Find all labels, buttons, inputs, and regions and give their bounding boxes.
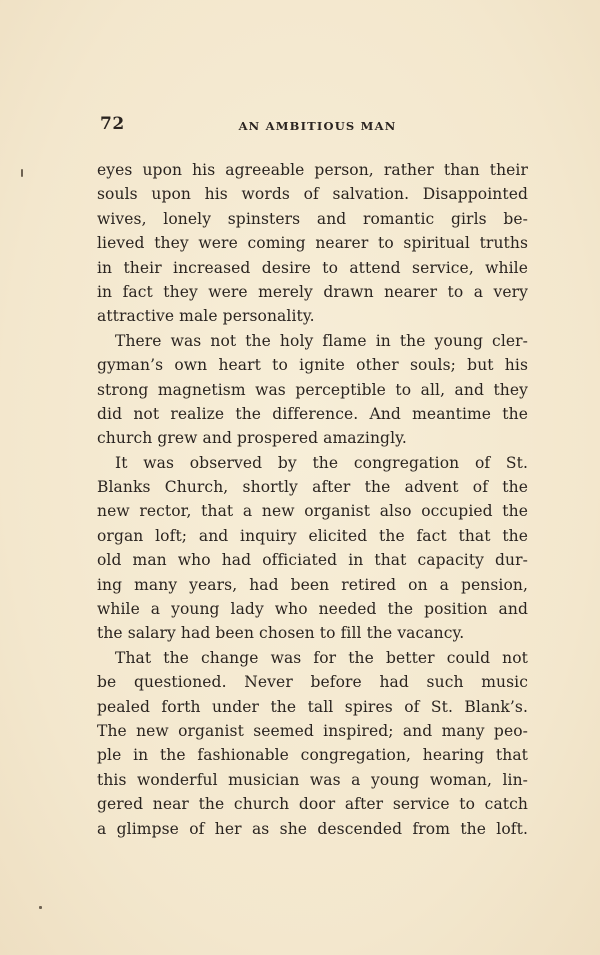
text-line: Blanks Church, shortly after the advent of the <box>97 478 528 497</box>
paper-blemish <box>39 906 42 909</box>
text-line: ple in the fashionable congregation, hearing that <box>97 746 528 765</box>
text-line: souls upon his words of salvation. Disappointed <box>97 185 528 204</box>
page-number: 72 <box>100 114 125 134</box>
text-line: lieved they were coming nearer to spiritual truths <box>97 234 528 253</box>
text-line: gyman’s own heart to ignite other souls; but his <box>97 356 528 375</box>
paper-blemish <box>21 169 23 177</box>
page-header <box>97 114 528 138</box>
text-line: be questioned. Never before had such music <box>97 673 528 692</box>
text-line: new rector, that a new organist also occupied the <box>97 502 528 521</box>
text-line: attractive male personality. <box>97 307 315 326</box>
text-line: strong magnetism was perceptible to all, and they <box>97 380 528 399</box>
text-line: gered near the church door after service to catch <box>97 795 528 814</box>
text-line: There was not the holy flame in the young cler- <box>115 331 528 350</box>
text-line: while a young lady who needed the position and <box>97 600 528 619</box>
text-line: ing many years, had been retired on a pension, <box>97 575 528 594</box>
paragraph-2 <box>97 329 528 451</box>
text-line: the salary had been chosen to fill the vacancy. <box>97 624 465 643</box>
text-line: eyes upon his agreeable person, rather than their <box>97 161 528 179</box>
text-line: this wonderful musician was a young woman, lin- <box>97 770 528 789</box>
paragraph-1 <box>97 158 528 329</box>
text-line: That the change was for the better could not <box>115 648 528 667</box>
paragraph-3 <box>97 451 528 646</box>
body-text <box>97 158 528 841</box>
text-line: It was observed by the congregation of St. <box>115 453 528 472</box>
text-line: pealed forth under the tall spires of St. Blank’s. <box>97 697 528 716</box>
text-line: a glimpse of her as she descended from the loft. <box>97 819 528 838</box>
paragraph-4 <box>97 646 528 841</box>
text-line: did not realize the difference. And meantime the <box>97 404 528 423</box>
text-line: wives, lonely spinsters and romantic girls be- <box>97 209 528 228</box>
running-title: AN AMBITIOUS MAN <box>238 119 397 133</box>
text-line: in their increased desire to attend service, while <box>97 258 528 277</box>
text-line: old man who had officiated in that capacity dur- <box>97 551 528 570</box>
text-line: organ loft; and inquiry elicited the fact that the <box>97 526 528 545</box>
text-line: The new organist seemed inspired; and many peo- <box>97 721 528 740</box>
text-line: church grew and prospered amazingly. <box>97 429 407 448</box>
text-line: in fact they were merely drawn nearer to a very <box>97 282 528 301</box>
